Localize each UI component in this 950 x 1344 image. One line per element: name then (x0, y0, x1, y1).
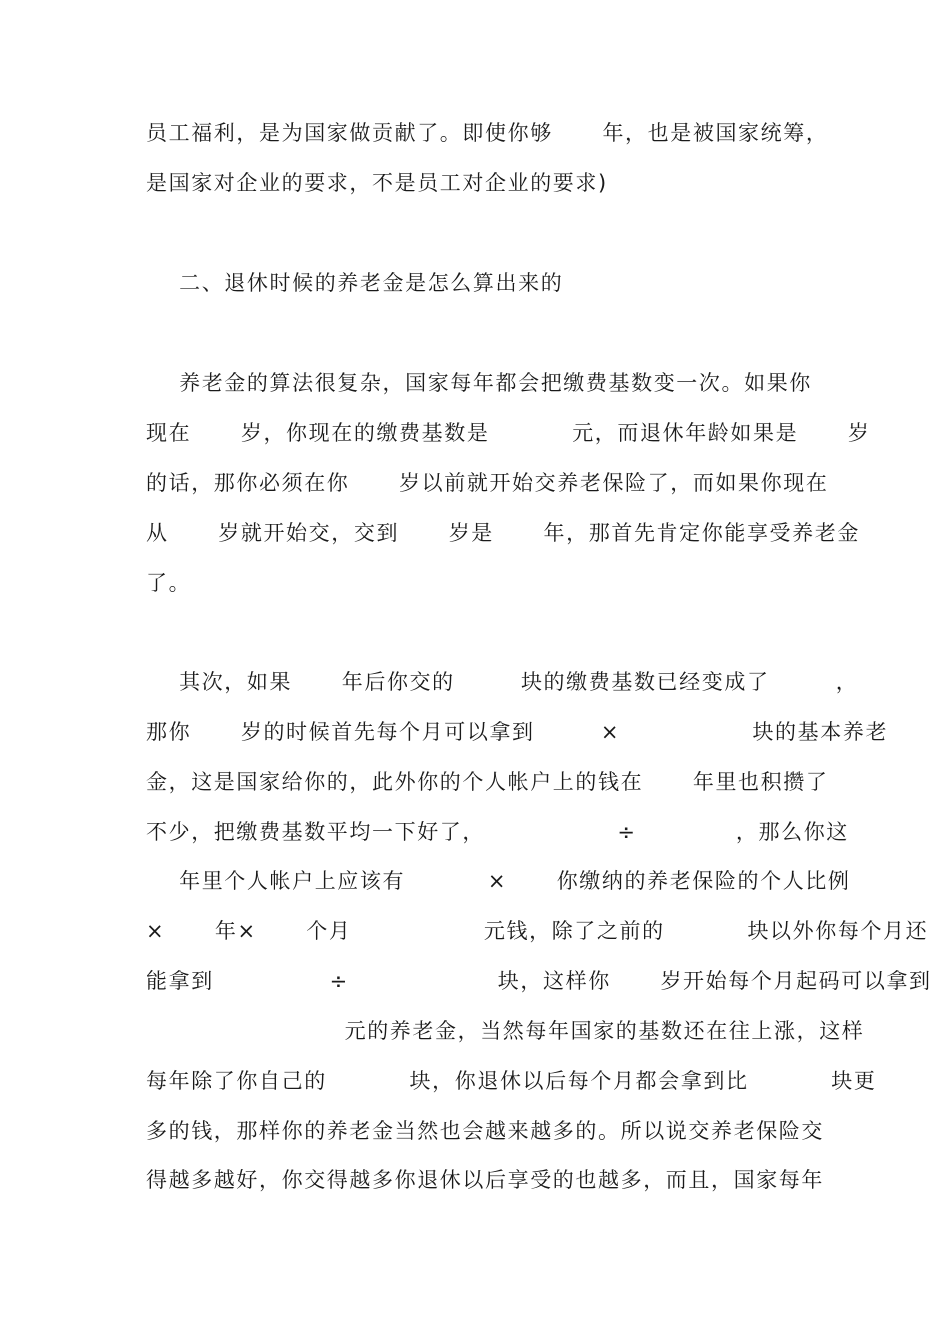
paragraph-line-10: 金，这是国家给你的，此外你的个人帐户上的钱在 年里也积攒了 (146, 770, 829, 794)
paragraph-line-16: 每年除了你自己的 块，你退休以后每个月都会拿到比 块更 (146, 1069, 877, 1093)
paragraph-line-15: 元的养老金，当然每年国家的基数还在往上涨，这样 (146, 1019, 865, 1043)
paragraph-line-5: 的话，那你必须在你 岁以前就开始交养老保险了，而如果你现在 (146, 471, 829, 495)
paragraph-line-18: 得越多越好，你交得越多你退休以后享受的也越多，而且，国家每年 (146, 1168, 824, 1192)
paragraph-line-7: 了。 (146, 571, 192, 595)
paragraph-line-4: 现在 岁，你现在的缴费基数是 元，而退休年龄如果是 岁 (146, 421, 871, 445)
paragraph-line-12: 年里个人帐户上应该有 × 你缴纳的养老保险的个人比例 (146, 869, 851, 893)
paragraph-line-11: 不少，把缴费基数平均一下好了， ÷ ，那么你这 (146, 820, 849, 844)
section-heading: 二、退休时候的养老金是怎么算出来的 (146, 271, 564, 295)
paragraph-line-6: 从 岁就开始交，交到 岁是 年，那首先肯定你能享受养老金 (146, 521, 860, 545)
paragraph-line-3: 养老金的算法很复杂，国家每年都会把缴费基数变一次。如果你 (146, 371, 812, 395)
paragraph-line-14: 能拿到 ÷ 块，这样你 岁开始每个月起码可以拿到 (146, 969, 932, 993)
paragraph-line-1: 员工福利，是为国家做贡献了。即使你够 年，也是被国家统筹， (146, 121, 829, 145)
paragraph-line-17: 多的钱，那样你的养老金当然也会越来越多的。所以说交养老保险交 (146, 1119, 824, 1143)
paragraph-line-2: 是国家对企业的要求，不是员工对企业的要求) (146, 171, 608, 195)
paragraph-line-13: × 年× 个月 元钱，除了之前的 块以外你每个月还 (146, 919, 929, 943)
paragraph-line-8: 其次，如果 年后你交的 块的缴费基数已经变成了 ， (146, 670, 859, 694)
paragraph-line-9: 那你 岁的时候首先每个月可以拿到 × 块的基本养老 (146, 720, 889, 744)
